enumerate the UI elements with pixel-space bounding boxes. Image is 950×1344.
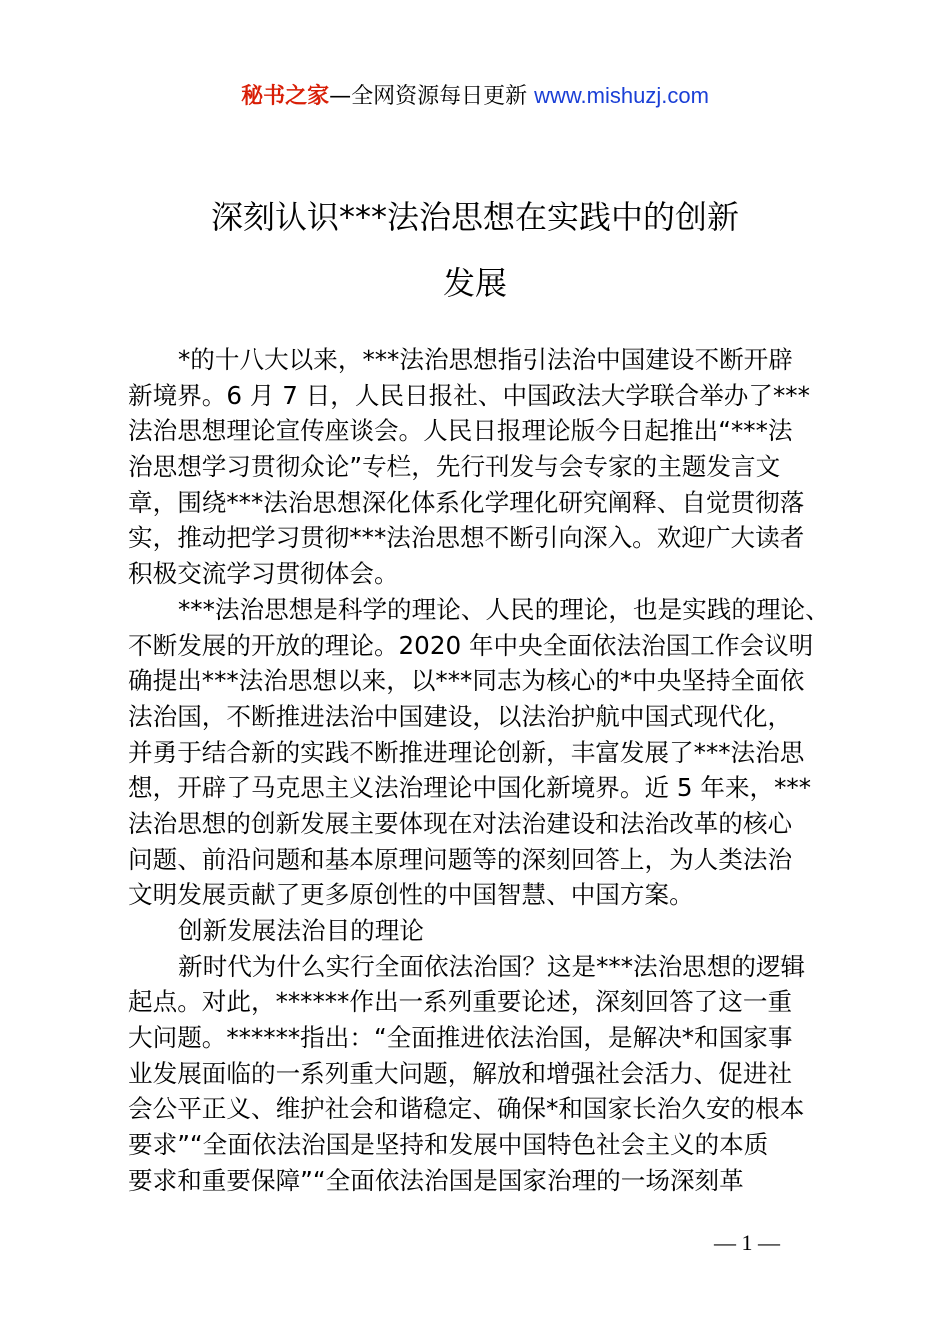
body-line: 问题、前沿问题和基本原理问题等的深刻回答上，为人类法治 [128,844,793,874]
body-line: 新境界。6 月 7 日，人民日报社、中国政法大学联合举办了*** [128,380,810,410]
site-url-link[interactable]: www.mishuzj.com [534,83,709,108]
body-line: 想，开辟了马克思主义法治理论中国化新境界。近 5 年来，*** [128,773,812,803]
document-title [100,184,850,316]
section-heading: 创新发展法治目的理论 [178,916,424,945]
site-header [0,80,950,113]
body-line: 积极交流学习贯彻体会。 [128,559,399,589]
body-line: 会公平正义、维护社会和谐稳定、确保*和国家长治久安的根本 [128,1094,805,1124]
body-line: 实，推动把学习贯彻***法治思想不断引向深入。欢迎广大读者 [128,523,805,553]
site-brand: 秘书之家 [241,84,330,109]
body-line: ***法治思想是科学的理论、人民的理论，也是实践的理论、 [178,594,830,624]
body-line: 起点。对此，******作出一系列重要论述，深刻回答了这一重 [128,987,793,1017]
document-body [128,342,833,1199]
body-line: 法治思想的创新发展主要体现在对法治建设和法治改革的核心 [128,808,793,838]
body-line: 法治国，不断推进法治中国建设，以法治护航中国式现代化， [128,701,793,731]
body-line: 大问题。******指出：“全面推进依法治国，是解决*和国家事 [128,1023,793,1053]
page-number: — 1 — [714,1230,780,1255]
title-line: 发展 [442,264,507,302]
body-line: 并勇于结合新的实践不断推进理论创新，丰富发展了***法治思 [128,737,805,767]
body-line: 法治思想理论宣传座谈会。人民日报理论版今日起推出“***法 [128,416,793,446]
title-line: 深刻认识***法治思想在实践中的创新 [210,198,739,236]
body-line: 新时代为什么实行全面依法治国？这是***法治思想的逻辑 [178,951,806,981]
body-line: 治思想学习贯彻众论”专栏，先行刊发与会专家的主题发言文 [128,452,781,482]
body-line: 章，围绕***法治思想深化体系化学理化研究阐释、自觉贯彻落 [128,487,805,517]
body-line: 文明发展贡献了更多原创性的中国智慧、中国方案。 [128,880,694,910]
body-line: 要求和重要保障”“全面依法治国是国家治理的一场深刻革 [128,1165,744,1195]
site-tagline: —全网资源每日更新 [329,84,535,109]
body-line: 不断发展的开放的理论。2020 年中央全面依法治国工作会议明 [128,630,814,660]
body-line: 确提出***法治思想以来，以***同志为核心的*中央坚持全面依 [128,666,805,696]
body-line: 要求”“全面依法治国是坚持和发展中国特色社会主义的本质 [128,1130,769,1160]
body-line: 业发展面临的一系列重大问题，解放和增强社会活力、促进社 [128,1058,793,1088]
body-line: *的十八大以来，***法治思想指引法治中国建设不断开辟 [178,345,793,374]
